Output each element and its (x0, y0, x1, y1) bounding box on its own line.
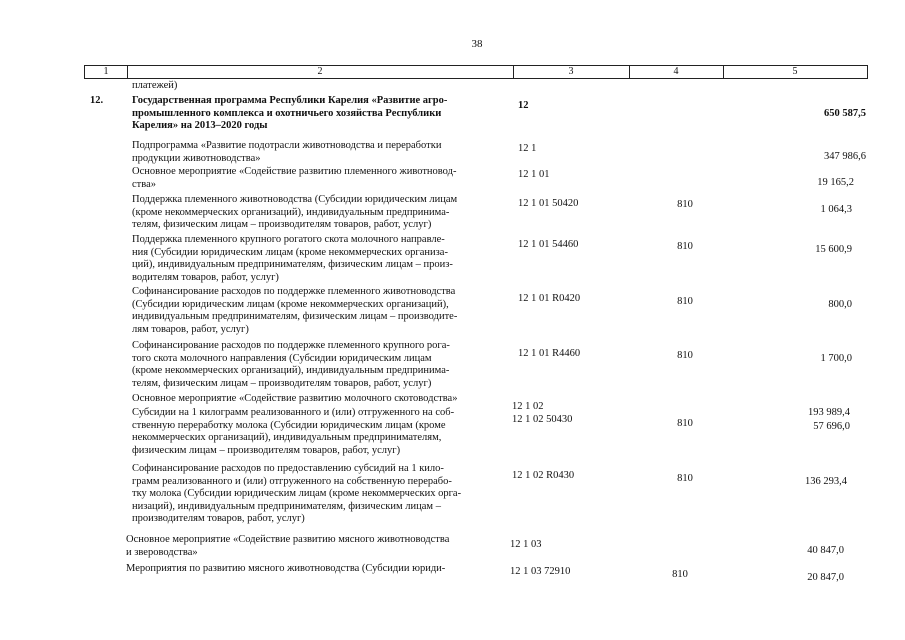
row-sum: 193 989,4 (808, 407, 850, 418)
row-sum: 800,0 (828, 299, 852, 310)
header-col-3: 3 (568, 66, 574, 77)
row-name: Подпрограмма «Развитие подотрасли животноводства и переработки продукции животноводства» (132, 140, 442, 164)
row-name: Софинансирование расходов по поддержке племенного крупного рога- того скота молочного направления (Субсидии юридическим лицам (кроме некоммерческих организаций), индивидуальным предпринима- телям, физическим лицам – производителям товаров, работ, услуг) (132, 340, 450, 389)
row-name: Основное мероприятие «Содействие развитию племенного животновод- ства» (132, 166, 457, 190)
row-sum: 347 986,6 (824, 151, 866, 162)
row-sum: 57 696,0 (813, 421, 850, 432)
row-code: 12 1 01 R0420 (518, 293, 581, 304)
row-name: Поддержка племенного животноводства (Субсидии юридическим лицам (кроме некоммерческих организаций), индивидуальным предпринима- телям, физическим лицам – производителям товаров, работ, услуг) (132, 194, 458, 231)
row-type: 810 (677, 241, 693, 252)
table-header (84, 65, 868, 79)
row-code: 12 1 02 R0430 (512, 470, 575, 481)
row-name: Мероприятия по развитию мясного животноводства (Субсидии юриди- (126, 563, 446, 574)
row-number: 12. (90, 95, 104, 106)
header-col-4: 4 (673, 66, 679, 77)
row-sum: 15 600,9 (815, 244, 852, 255)
row-name: Поддержка племенного крупного рогатого скота молочного направле- ния (Субсидии юридическим лицам (кроме некоммерческих организа- ций), индивидуальным предпринимателям, физическим лицам – произ- водителям товаров, работ, услуг) (132, 234, 453, 283)
row-name: Государственная программа Республики Карелия «Развитие агро- промышленного комплекса и охотничьего хозяйства Республики Карелия» на 2013–2020 годы (132, 95, 448, 132)
row-code: 12 1 01 50420 (518, 198, 579, 209)
row-sum: 20 847,0 (807, 572, 844, 583)
row-type: 810 (677, 473, 693, 484)
row-name: Софинансирование расходов по предоставлению субсидий на 1 кило- грамм реализованного и (или) отгруженного на собственную перерабо- тку молока (Субсидии юридическим лицам (кроме некоммерческих орга- низаций), индивидуальным предпринимателям, физическим лицам – производителям товаров, работ, услуг) (132, 463, 462, 525)
header-col-1: 1 (103, 66, 109, 77)
row-sum: 1 700,0 (820, 353, 852, 364)
row-code: 12 (518, 100, 529, 111)
row-type: 810 (677, 350, 693, 361)
row-code: 12 1 02 50430 (512, 414, 573, 425)
row-code: 12 1 (518, 143, 537, 154)
page-number: 38 (471, 38, 483, 50)
row-sum: 136 293,4 (805, 476, 847, 487)
row-type: 810 (677, 296, 693, 307)
row-code: 12 1 03 (510, 539, 542, 550)
row-code: 12 1 03 72910 (510, 566, 571, 577)
row-name: Софинансирование расходов по поддержке племенного животноводства (Субсидии юридическим лицам (кроме некоммерческих организаций), индивидуальным предпринимателям, физическим лицам – производите- лям товаров, работ, услуг) (132, 286, 458, 335)
header-col-5: 5 (792, 66, 798, 77)
row-sum: 650 587,5 (824, 108, 866, 119)
row-type: 810 (672, 569, 688, 580)
row-code: 12 1 01 R4460 (518, 348, 581, 359)
row-type: 810 (677, 199, 693, 210)
row-name: Основное мероприятие «Содействие развитию мясного животноводства и звероводства» (126, 534, 450, 558)
row-sum: 19 165,2 (817, 177, 854, 188)
row-name: Субсидии на 1 килограмм реализованного и (или) отгруженного на соб- ственную переработку молока (Субсидии юридическим лицам (кроме некоммерческих организаций), индивидуальным предпринимателям, физическим лицам – производителям товаров, работ, услуг) (132, 407, 455, 456)
row-sum: 40 847,0 (807, 545, 844, 556)
row-code: 12 1 01 54460 (518, 239, 579, 250)
row-name: платежей) (132, 80, 178, 91)
row-code: 12 1 01 (518, 169, 550, 180)
row-name: Основное мероприятие «Содействие развитию молочного скотоводства» (132, 393, 458, 404)
row-sum: 1 064,3 (820, 204, 852, 215)
header-col-2: 2 (317, 66, 323, 77)
row-type: 810 (677, 418, 693, 429)
row-code: 12 1 02 (512, 401, 544, 412)
